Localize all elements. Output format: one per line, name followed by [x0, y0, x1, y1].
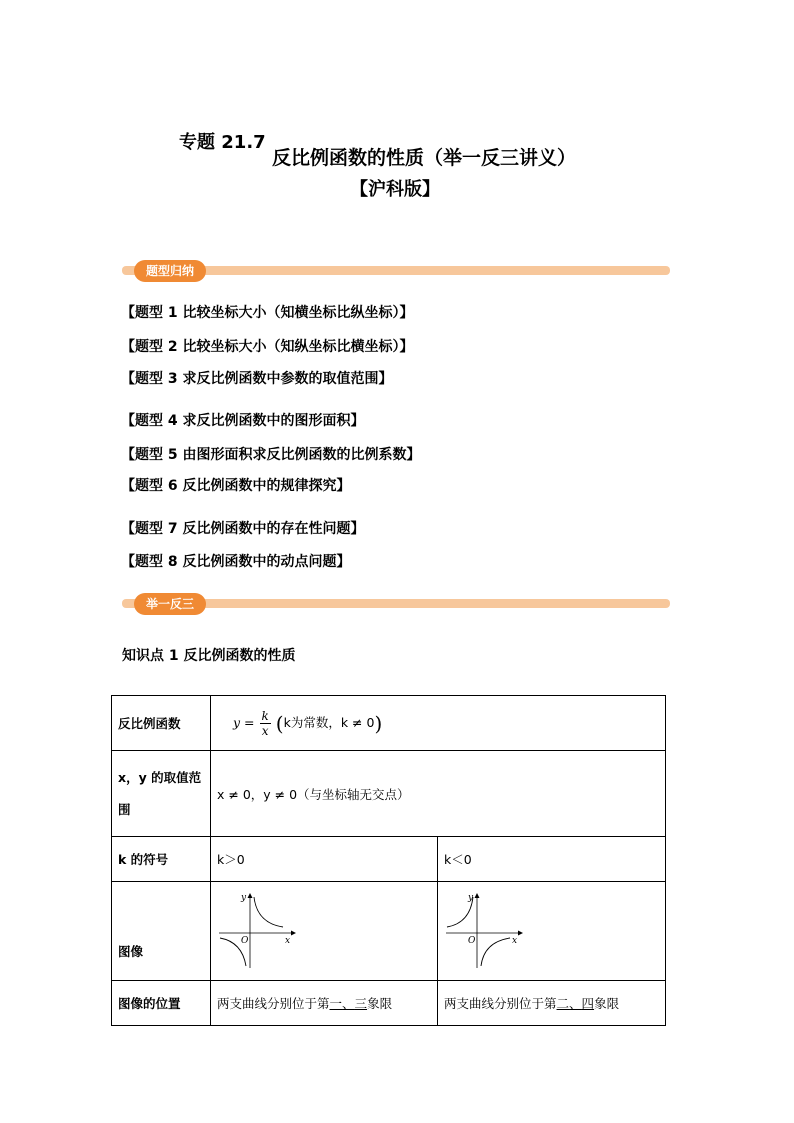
properties-table — [111, 695, 666, 1026]
position-text: 两支曲线分别位于第 — [217, 996, 330, 1011]
graph-negative-cell — [438, 882, 666, 981]
row-label-position: 图像的位置 — [112, 981, 211, 1026]
x-axis-label: x — [512, 935, 518, 946]
topic-number: 专题 21.7 — [179, 132, 266, 153]
position-positive-cell — [211, 981, 438, 1026]
position-text: 两支曲线分别位于第 — [444, 996, 557, 1011]
position-suffix: 象限 — [367, 996, 393, 1011]
toc-item-3[interactable]: 【题型 3 求反比例函数中参数的取值范围】 — [121, 371, 393, 387]
hyperbola-graph-k-negative — [444, 890, 524, 970]
row-label-domain — [112, 751, 211, 837]
x-axis-label: x — [285, 935, 291, 946]
row-label-k-sign: k 的符号 — [112, 837, 211, 882]
toc-item-4[interactable]: 【题型 4 求反比例函数中的图形面积】 — [121, 413, 365, 429]
quadrant-second: 二 — [556, 996, 570, 1011]
position-suffix: 象限 — [594, 996, 620, 1011]
toc-item-5[interactable]: 【题型 5 由图形面积求反比例函数的比例系数】 — [121, 447, 421, 463]
paren-open: ( — [275, 711, 284, 735]
quadrant-separator: 、 — [569, 996, 582, 1011]
toc-item-6[interactable]: 【题型 6 反比例函数中的规律探究】 — [121, 478, 351, 494]
row-label-function: 反比例函数 — [112, 696, 211, 751]
row-label-domain-line1: x，y 的取值范 — [118, 769, 202, 785]
k-negative-cell: k＜0 — [438, 837, 666, 882]
hyperbola-branch-q4 — [481, 938, 510, 966]
position-negative-cell — [438, 981, 666, 1026]
fraction-denominator: x — [261, 723, 269, 738]
paren-close: ) — [374, 711, 383, 735]
k-positive-cell: k＞0 — [211, 837, 438, 882]
domain-value-cell: x ≠ 0，y ≠ 0（与坐标轴无交点） — [211, 751, 666, 837]
formula-equals: = — [244, 714, 255, 730]
y-axis-arrow — [475, 893, 480, 898]
quadrant-separator: 、 — [342, 996, 355, 1011]
toc-item-2[interactable]: 【题型 2 比较坐标大小（知纵坐标比横坐标）】 — [121, 339, 414, 355]
table-row — [112, 837, 666, 882]
toc-item-7[interactable]: 【题型 7 反比例函数中的存在性问题】 — [121, 521, 365, 537]
quadrant-third: 三 — [354, 996, 368, 1011]
origin-label: O — [241, 935, 249, 946]
x-axis-arrow — [291, 930, 296, 935]
y-axis-label: y — [468, 892, 474, 903]
table-row — [112, 981, 666, 1026]
knowledge-point-heading: 知识点 1 反比例函数的性质 — [122, 648, 296, 664]
y-axis-label: y — [241, 892, 247, 903]
fraction-numerator: k — [261, 708, 269, 723]
toc-item-8[interactable]: 【题型 8 反比例函数中的动点问题】 — [121, 554, 351, 570]
row-label-graph: 图像 — [112, 882, 211, 981]
quadrant-first: 一 — [329, 996, 343, 1011]
quadrant-fourth: 四 — [581, 996, 595, 1011]
formula-y: y — [233, 714, 241, 730]
hyperbola-graph-k-positive — [217, 890, 297, 970]
graph-positive-cell — [211, 882, 438, 981]
edition-label: 【沪科版】 — [350, 179, 440, 200]
y-axis-arrow — [248, 893, 253, 898]
function-definition-cell — [211, 696, 666, 751]
hyperbola-branch-q1 — [254, 897, 283, 927]
formula-condition: k为常数，k ≠ 0 — [283, 714, 375, 730]
section-badge-types: 题型归纳 — [134, 260, 206, 282]
toc-item-1[interactable]: 【题型 1 比较坐标大小（知横坐标比纵坐标）】 — [121, 305, 414, 321]
table-row — [112, 882, 666, 981]
formula-fraction — [260, 710, 271, 737]
origin-label: O — [468, 935, 476, 946]
table-row — [112, 751, 666, 837]
row-label-domain-line2: 围 — [118, 801, 131, 817]
x-axis-arrow — [518, 930, 523, 935]
section-badge-examples: 举一反三 — [134, 593, 206, 615]
page-title: 反比例函数的性质（举一反三讲义） — [272, 147, 577, 169]
table-row — [112, 696, 666, 751]
